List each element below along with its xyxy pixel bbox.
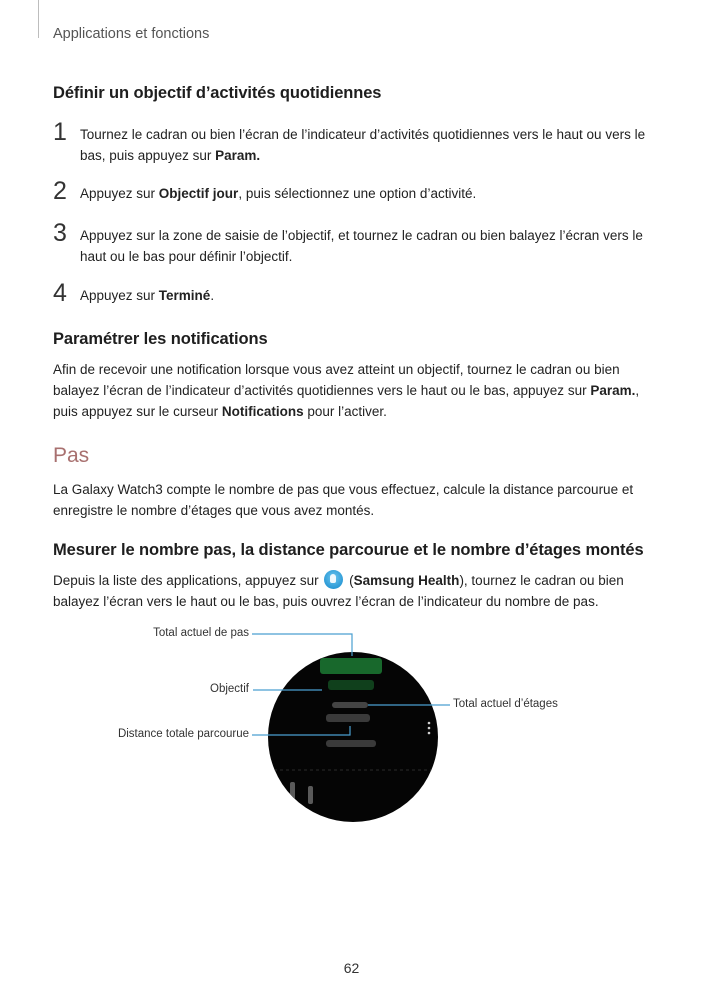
callout-floors: Total actuel d’étages xyxy=(453,698,558,710)
chart-bar xyxy=(290,782,295,804)
chart-bar xyxy=(308,786,313,804)
step-number: 4 xyxy=(53,279,67,307)
floors-blur xyxy=(332,702,368,708)
heading-measure: Mesurer le nombre pas, la distance parcourue et le nombre d’étages montés xyxy=(53,541,644,559)
heading-notifications: Paramétrer les notifications xyxy=(53,330,268,348)
more-icon-dot xyxy=(428,722,431,725)
step-text: Appuyez sur la zone de saisie de l’objectif, et tournez le cadran ou bien balayez l’écran vers le haut ou le bas pour définir l’objectif. xyxy=(80,228,643,264)
callout-goal: Objectif xyxy=(210,683,249,695)
step-number: 1 xyxy=(53,118,67,146)
measure-paragraph: Depuis la liste des applications, appuyez sur (Samsung Health), tournez le cadran ou bien balayez l’écran vers le haut ou le bas, puis ouvrez l’écran de l’indicateur du nombre de pas. xyxy=(53,570,643,612)
more-icon-dot xyxy=(428,727,431,730)
callout-steps: Total actuel de pas xyxy=(153,627,249,639)
margin-rule xyxy=(38,0,39,38)
pas-intro: La Galaxy Watch3 compte le nombre de pas que vous effectuez, calcule la distance parcourue et enregistre le nombre d’étages que vous avez montés. xyxy=(53,482,634,518)
goal-blur xyxy=(328,680,374,690)
steps-count-blur xyxy=(320,658,382,674)
step-text: Tournez le cadran ou bien l’écran de l’indicateur d’activités quotidiennes vers le haut ou vers le bas, puis appuyez sur Param. xyxy=(80,127,646,163)
page-number: 62 xyxy=(343,960,360,976)
step-text: Appuyez sur Terminé. xyxy=(80,288,215,303)
notifications-paragraph: Afin de recevoir une notification lorsque vous avez atteint un objectif, tournez le cadran ou bien balayez l’écran de l’indicateur d’activités quotidiennes vers le haut ou le bas, appuyez sur Param., puis appuyez sur le curseur Notifications pour l’activer. xyxy=(53,362,640,419)
step-number: 3 xyxy=(53,219,67,247)
step-text: Appuyez sur Objectif jour, puis sélectionnez une option d’activité. xyxy=(80,186,477,201)
watch-face-graphic xyxy=(268,652,438,822)
callout-distance: Distance totale parcourue xyxy=(117,728,249,740)
samsung-health-icon xyxy=(324,570,343,589)
section-title-pas: Pas xyxy=(53,444,90,467)
more-icon-dot xyxy=(428,732,431,735)
watch-screen xyxy=(268,652,438,822)
distance-blur xyxy=(326,740,376,747)
floors-value-blur xyxy=(326,714,370,722)
running-head: Applications et fonctions xyxy=(53,26,210,42)
step-number: 2 xyxy=(53,177,67,205)
heading-daily-goal: Définir un objectif d’activités quotidiennes xyxy=(53,84,382,102)
